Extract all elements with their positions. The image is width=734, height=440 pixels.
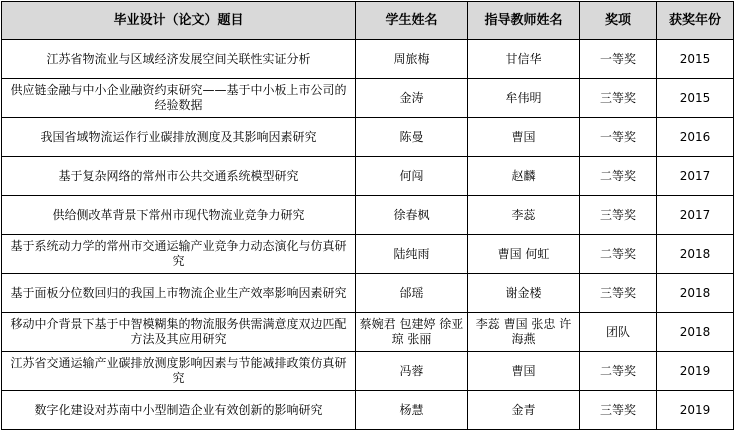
thesis-title-cell: 我国省域物流运作行业碳排放测度及其影响因素研究 bbox=[2, 118, 356, 157]
header-student: 学生姓名 bbox=[356, 2, 468, 40]
header-advisor: 指导教师姓名 bbox=[468, 2, 580, 40]
advisor-cell: 牟伟明 bbox=[468, 79, 580, 118]
award-cell: 三等奖 bbox=[580, 196, 657, 235]
student-cell: 徐春枫 bbox=[356, 196, 468, 235]
table-row bbox=[2, 196, 734, 235]
year-cell: 2017 bbox=[657, 157, 734, 196]
student-cell: 邰瑶 bbox=[356, 274, 468, 313]
year-cell: 2016 bbox=[657, 118, 734, 157]
award-cell: 二等奖 bbox=[580, 235, 657, 274]
award-cell: 三等奖 bbox=[580, 274, 657, 313]
year-cell: 2015 bbox=[657, 40, 734, 79]
advisor-cell: 李蕊 bbox=[468, 196, 580, 235]
thesis-title-cell: 移动中介背景下基于中智模糊集的物流服务供需满意度双边匹配方法及其应用研究 bbox=[2, 313, 356, 352]
advisor-cell: 金青 bbox=[468, 391, 580, 430]
table-row bbox=[2, 391, 734, 430]
advisor-cell: 甘信华 bbox=[468, 40, 580, 79]
header-award: 奖项 bbox=[580, 2, 657, 40]
year-cell: 2018 bbox=[657, 274, 734, 313]
table-row bbox=[2, 40, 734, 79]
award-cell: 三等奖 bbox=[580, 79, 657, 118]
award-cell: 二等奖 bbox=[580, 352, 657, 391]
award-cell: 二等奖 bbox=[580, 157, 657, 196]
advisor-cell: 曹国 bbox=[468, 352, 580, 391]
awards-table bbox=[1, 1, 734, 430]
year-cell: 2017 bbox=[657, 196, 734, 235]
thesis-title-cell: 基于系统动力学的常州市交通运输产业竞争力动态演化与仿真研究 bbox=[2, 235, 356, 274]
year-cell: 2015 bbox=[657, 79, 734, 118]
advisor-cell: 李蕊 曹国 张忠 许海燕 bbox=[468, 313, 580, 352]
student-cell: 杨慧 bbox=[356, 391, 468, 430]
year-cell: 2019 bbox=[657, 352, 734, 391]
year-cell: 2018 bbox=[657, 313, 734, 352]
student-cell: 冯蓉 bbox=[356, 352, 468, 391]
award-cell: 三等奖 bbox=[580, 391, 657, 430]
header-title: 毕业设计（论文）题目 bbox=[2, 2, 356, 40]
table-row bbox=[2, 352, 734, 391]
table-row bbox=[2, 313, 734, 352]
student-cell: 何闯 bbox=[356, 157, 468, 196]
student-cell: 周旅梅 bbox=[356, 40, 468, 79]
advisor-cell: 谢金楼 bbox=[468, 274, 580, 313]
thesis-title-cell: 数字化建设对苏南中小型制造企业有效创新的影响研究 bbox=[2, 391, 356, 430]
header-row bbox=[2, 2, 734, 40]
year-cell: 2019 bbox=[657, 391, 734, 430]
student-cell: 陈曼 bbox=[356, 118, 468, 157]
thesis-title-cell: 供给侧改革背景下常州市现代物流业竞争力研究 bbox=[2, 196, 356, 235]
student-cell: 陆纯雨 bbox=[356, 235, 468, 274]
award-cell: 一等奖 bbox=[580, 40, 657, 79]
thesis-title-cell: 基于面板分位数回归的我国上市物流企业生产效率影响因素研究 bbox=[2, 274, 356, 313]
advisor-cell: 曹国 bbox=[468, 118, 580, 157]
student-cell: 蔡婉君 包建婷 徐亚琼 张丽 bbox=[356, 313, 468, 352]
advisor-cell: 赵麟 bbox=[468, 157, 580, 196]
thesis-title-cell: 供应链金融与中小企业融资约束研究——基于中小板上市公司的经验数据 bbox=[2, 79, 356, 118]
award-cell: 团队 bbox=[580, 313, 657, 352]
advisor-cell: 曹国 何虹 bbox=[468, 235, 580, 274]
table-row bbox=[2, 118, 734, 157]
award-cell: 一等奖 bbox=[580, 118, 657, 157]
thesis-title-cell: 基于复杂网络的常州市公共交通系统模型研究 bbox=[2, 157, 356, 196]
table-row bbox=[2, 157, 734, 196]
year-cell: 2018 bbox=[657, 235, 734, 274]
table-row bbox=[2, 235, 734, 274]
student-cell: 金涛 bbox=[356, 79, 468, 118]
header-year: 获奖年份 bbox=[657, 2, 734, 40]
thesis-title-cell: 江苏省交通运输产业碳排放测度影响因素与节能减排政策仿真研究 bbox=[2, 352, 356, 391]
thesis-title-cell: 江苏省物流业与区域经济发展空间关联性实证分析 bbox=[2, 40, 356, 79]
table-row bbox=[2, 274, 734, 313]
table-row bbox=[2, 79, 734, 118]
